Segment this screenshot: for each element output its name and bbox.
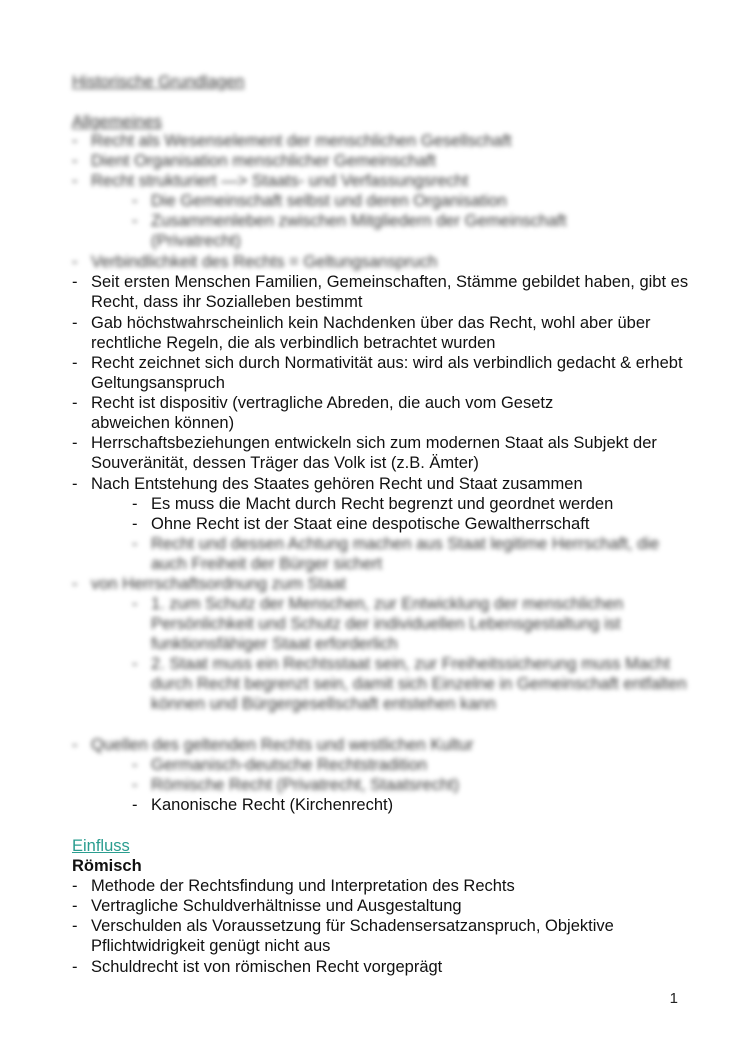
page-number: 1: [669, 990, 678, 1007]
list-item: - Die Gemeinschaft selbst und deren Organisation: [132, 192, 507, 210]
list-item: - Schuldrecht ist von römischen Recht vorgeprägt: [72, 958, 443, 976]
list-item: - Dient Organisation menschlicher Gemeinschaft: [72, 152, 436, 170]
list-item: - Methode der Rechtsfindung und Interpretation des Rechts: [72, 877, 515, 895]
list-item: - von Herrschaftsordnung zum Staat: [72, 575, 346, 593]
list-item: - Recht und dessen Achtung machen aus Staat legitime Herrschaft, die auch Freiheit der Bürger sichert: [132, 535, 660, 573]
list-item: - Quellen des geltenden Rechts und westlichen Kultur: [72, 736, 474, 754]
subheading-roemisch: Römisch: [72, 857, 142, 875]
list-item: - Verschulden als Voraussetzung für Schadensersatzanspruch, Objektive Pflichtwidrigkeit genügt nicht aus: [72, 917, 614, 955]
list-item: - Vertragliche Schuldverhältnisse und Ausgestaltung: [72, 897, 462, 915]
list-item: - Verbindlichkeit des Rechts = Geltungsanspruch: [72, 253, 438, 271]
list-item: - Gab höchstwahrscheinlich kein Nachdenken über das Recht, wohl aber über rechtliche Regeln, die als verbindlich betrachtet wurden: [72, 314, 651, 352]
list-item: - Kanonische Recht (Kirchenrecht): [132, 796, 394, 814]
list-item: - Germanisch-deutsche Rechtstradition: [132, 756, 428, 774]
document-title[interactable]: Historische Grundlagen: [72, 73, 245, 91]
section-heading-allgemeines[interactable]: Allgemeines: [72, 113, 162, 131]
list-item: - Ohne Recht ist der Staat eine despotische Gewaltherrschaft: [132, 515, 590, 533]
list-item: - Seit ersten Menschen Familien, Gemeinschaften, Stämme gebildet haben, gibt es Recht, dass ihr Sozialleben bestimmt: [72, 273, 689, 311]
list-item: - Recht als Wesenselement der menschlichen Gesellschaft: [72, 132, 512, 150]
list-item: - Herrschaftsbeziehungen entwickeln sich zum modernen Staat als Subjekt der Souveränität, dessen Träger das Volk ist (z.B. Ämter): [72, 434, 657, 472]
list-item: - Recht ist dispositiv (vertragliche Abreden, die auch vom Gesetz abweichen können): [72, 394, 554, 432]
list-item: - 2. Staat muss ein Rechtsstaat sein, zur Freiheitssicherung muss Macht durch Recht begrenzt sein, damit sich Einzelne in Gemeinschaft entfalten können und Bürgergesellschaft entstehen kann: [132, 655, 687, 713]
list-item: - Recht zeichnet sich durch Normativität aus: wird als verbindlich gedacht & erhebt Geltungsanspruch: [72, 354, 683, 392]
list-item: - Recht strukturiert —> Staats- und Verfassungsrecht: [72, 172, 469, 190]
section-heading-einfluss[interactable]: Einfluss: [72, 837, 130, 855]
list-item: - Zusammenleben zwischen Mitgliedern der Gemeinschaft (Privatrecht): [132, 212, 567, 250]
list-item: - 1. zum Schutz der Menschen, zur Entwicklung der menschlichen Persönlichkeit und Schutz der individuellen Lebensgestaltung ist funktionsfähiger Staat erforderlich: [132, 595, 624, 653]
list-item: - Nach Entstehung des Staates gehören Recht und Staat zusammen: [72, 475, 583, 493]
list-item: - Römische Recht (Privatrecht, Staatsrecht): [132, 776, 460, 794]
list-item: - Es muss die Macht durch Recht begrenzt und geordnet werden: [132, 495, 614, 513]
